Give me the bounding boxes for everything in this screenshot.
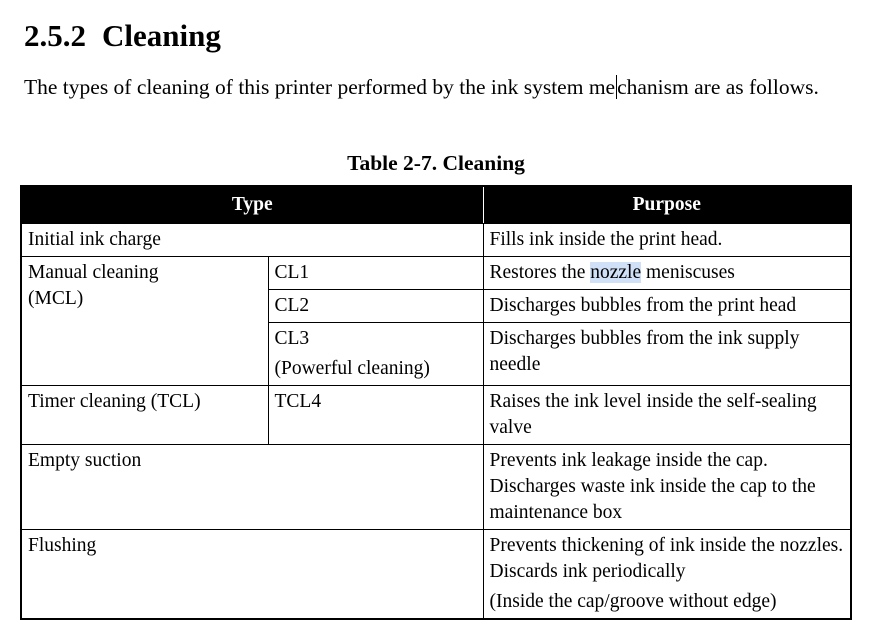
intro-text-part2: chanism are as follows. (617, 75, 819, 99)
selected-text-highlight[interactable]: nozzle (590, 262, 642, 283)
cell-type: Timer cleaning (TCL) (21, 386, 268, 445)
cell-type: Flushing (21, 530, 483, 620)
code-note: (Powerful cleaning) (274, 358, 430, 379)
cell-code: CL2 (268, 290, 483, 323)
purpose-text-before: Restores the (489, 262, 591, 283)
cell-code: TCL4 (268, 386, 483, 445)
cell-type: Empty suction (21, 445, 483, 530)
type-line-2: (MCL) (28, 288, 84, 309)
intro-paragraph[interactable] (24, 73, 844, 102)
table-row-cl1 (21, 257, 851, 290)
table-row-empty-suction (21, 445, 851, 530)
cell-purpose: Raises the ink level inside the self-sealing valve (483, 386, 851, 445)
purpose-line-2: (Inside the cap/groove without edge) (489, 591, 777, 612)
cell-purpose (483, 530, 851, 620)
table-row-flushing (21, 530, 851, 620)
header-type: Type (21, 186, 483, 224)
type-line-1: Manual cleaning (28, 262, 159, 283)
cell-type: Initial ink charge (21, 224, 483, 257)
cell-purpose: Discharges bubbles from the ink supply needle (483, 323, 851, 386)
cell-purpose: Prevents ink leakage inside the cap. Discharges waste ink inside the cap to the maintenance box (483, 445, 851, 530)
cell-purpose (483, 257, 851, 290)
header-purpose: Purpose (483, 186, 851, 224)
table-row-initial-ink-charge (21, 224, 851, 257)
table-header-row (21, 186, 851, 224)
cleaning-table (20, 185, 852, 620)
intro-text-part1: The types of cleaning of this printer performed by the ink system me (24, 75, 616, 99)
section-heading (24, 17, 221, 55)
cell-code: CL1 (268, 257, 483, 290)
table-caption: Table 2-7. Cleaning (347, 151, 525, 175)
purpose-line-1: Prevents thickening of ink inside the nozzles. Discards ink periodically (489, 535, 844, 582)
purpose-text-after: meniscuses (641, 262, 735, 283)
section-title: Cleaning (102, 18, 221, 53)
cell-type-manual-cleaning (21, 257, 268, 386)
cell-purpose: Fills ink inside the print head. (483, 224, 851, 257)
cell-code (268, 323, 483, 386)
section-number: 2.5.2 (24, 18, 86, 53)
table-row-timer-cleaning (21, 386, 851, 445)
cell-purpose: Discharges bubbles from the print head (483, 290, 851, 323)
code-label: CL3 (274, 328, 310, 349)
